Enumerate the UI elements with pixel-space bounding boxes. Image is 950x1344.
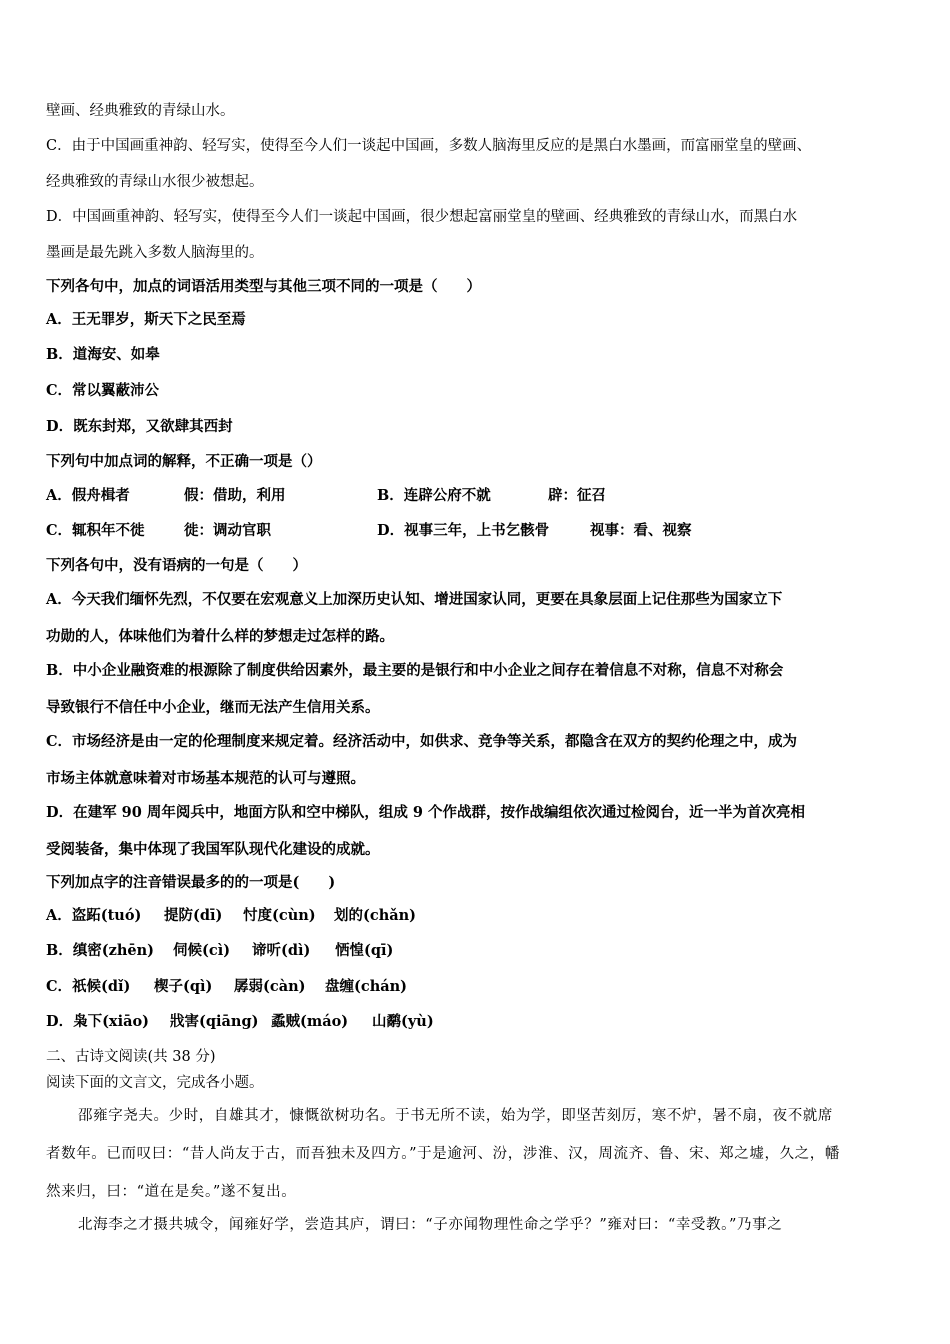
option-a-item2: 提防(dī): [164, 907, 223, 924]
option-a-line2: 功勋的人，体味他们为着什么样的梦想走过怎样的路。: [46, 628, 394, 645]
option-b-item3: 谛听(dì): [252, 942, 311, 959]
passage-p1-line3: 然来归，曰：“道在是矣。”遂不复出。: [46, 1184, 297, 1200]
option-b-gloss: 辟：征召: [548, 487, 606, 504]
option-a-item3: 忖度(cùn): [243, 907, 316, 924]
option-b-item2: 伺候(cì): [173, 942, 231, 959]
passage-p2-line1: 北海李之才摄共城令，闻雍好学，尝造其庐，谓曰：“子亦闻物理性命之学乎？”雍对曰：“幸受教。”乃事之: [78, 1217, 783, 1233]
option-b-continuation: 壁画、经典雅致的青绿山水。: [46, 103, 235, 119]
question-stem-grammar: 下列各句中，没有语病的一句是（ ）: [46, 557, 307, 574]
option-a-item4: 划的(chǎn): [334, 907, 417, 924]
option-d-item3: 蟊贼(máo): [271, 1013, 349, 1030]
question-stem-explanation: 下列句中加点词的解释，不正确一项是（）: [46, 453, 322, 470]
option-a-item1: A．盗跖(tuó): [46, 907, 142, 924]
option-d-gloss: 视事：看、视察: [590, 522, 692, 539]
option-b: B．道海安、如皋: [46, 346, 160, 363]
option-a-gloss: 假：借助，利用: [184, 487, 286, 504]
option-c-text: C．辄积年不徙: [46, 522, 145, 539]
option-d: D．既东封郑，又欲肆其西封: [46, 418, 233, 435]
option-d-line1: D．在建军 90 周年阅兵中，地面方队和空中梯队，组成 9 个作战群，按作战编组依次通过检阅台，近一半为首次亮相: [46, 804, 806, 821]
option-c-item3: 孱弱(càn): [234, 978, 306, 995]
section-heading: 二、古诗文阅读(共 38 分): [46, 1049, 216, 1065]
option-b-text: B．连辟公府不就: [377, 487, 491, 504]
option-c-item4: 盘缠(chán): [325, 978, 408, 995]
option-c-gloss: 徙：调动官职: [184, 522, 271, 539]
option-c: C．常以翼蔽沛公: [46, 382, 160, 399]
option-d-line2: 墨画是最先跳入多数人脑海里的。: [46, 245, 264, 261]
option-a: A．王无罪岁，斯天下之民至焉: [46, 311, 246, 328]
option-c-item2: 楔子(qì): [154, 978, 213, 995]
passage-p1-line1: 邵雍字尧夫。少时，自雄其才，慷慨欲树功名。于书无所不读，始为学，即坚苦刻厉，寒不炉，暑不扇，夜不就席: [78, 1108, 833, 1124]
option-b-line1: B．中小企业融资难的根源除了制度供给因素外，最主要的是银行和中小企业之间存在着信息不对称，信息不对称会: [46, 662, 784, 679]
question-stem-pinyin: 下列加点字的注音错误最多的的一项是( ): [46, 874, 336, 891]
passage-p1-line2: 者数年。已而叹曰：“昔人尚友于古，而吾独未及四方。”于是逾河、汾，涉淮、汉，周流齐、鲁、宋、郑之墟，久之，幡: [46, 1146, 840, 1162]
option-a-line1: A．今天我们缅怀先烈，不仅要在宏观意义上加深历史认知、增进国家认同，更要在具象层面上记住那些为国家立下: [46, 591, 783, 608]
option-c-line2: 经典雅致的青绿山水很少被想起。: [46, 174, 264, 190]
option-b-item1: B．缜密(zhēn): [46, 942, 155, 959]
option-c-line1: C．市场经济是由一定的伦理制度来规定着。经济活动中，如供求、竞争等关系，都隐含在双方的契约伦理之中，成为: [46, 733, 798, 750]
option-b-line2: 导致银行不信任中小企业，继而无法产生信用关系。: [46, 699, 380, 716]
option-d-text: D．视事三年，上书乞骸骨: [377, 522, 550, 539]
option-b-item4: 恓惶(qī): [335, 942, 394, 959]
option-c-line1: C．由于中国画重神韵、轻写实，使得至今人们一谈起中国画，多数人脑海里反应的是黑白水墨画，而富丽堂皇的壁画、: [46, 138, 812, 154]
option-d-item4: 山鹬(yù): [372, 1013, 434, 1030]
option-d-line1: D．中国画重神韵、轻写实，使得至今人们一谈起中国画，很少想起富丽堂皇的壁画、经典雅致的青绿山水，而黑白水: [46, 209, 798, 225]
option-d-item1: D．枭下(xiāo): [46, 1013, 150, 1030]
question-stem-word-usage: 下列各句中，加点的词语活用类型与其他三项不同的一项是（ ）: [46, 278, 481, 295]
option-a-text: A．假舟楫者: [46, 487, 130, 504]
option-c-line2: 市场主体就意味着对市场基本规范的认可与遵照。: [46, 770, 365, 787]
option-d-line2: 受阅装备，集中体现了我国军队现代化建设的成就。: [46, 841, 380, 858]
option-d-item2: 戕害(qiāng): [170, 1013, 259, 1030]
option-c-item1: C．祇候(dǐ): [46, 978, 131, 995]
section-instruction: 阅读下面的文言文，完成各小题。: [46, 1075, 264, 1091]
